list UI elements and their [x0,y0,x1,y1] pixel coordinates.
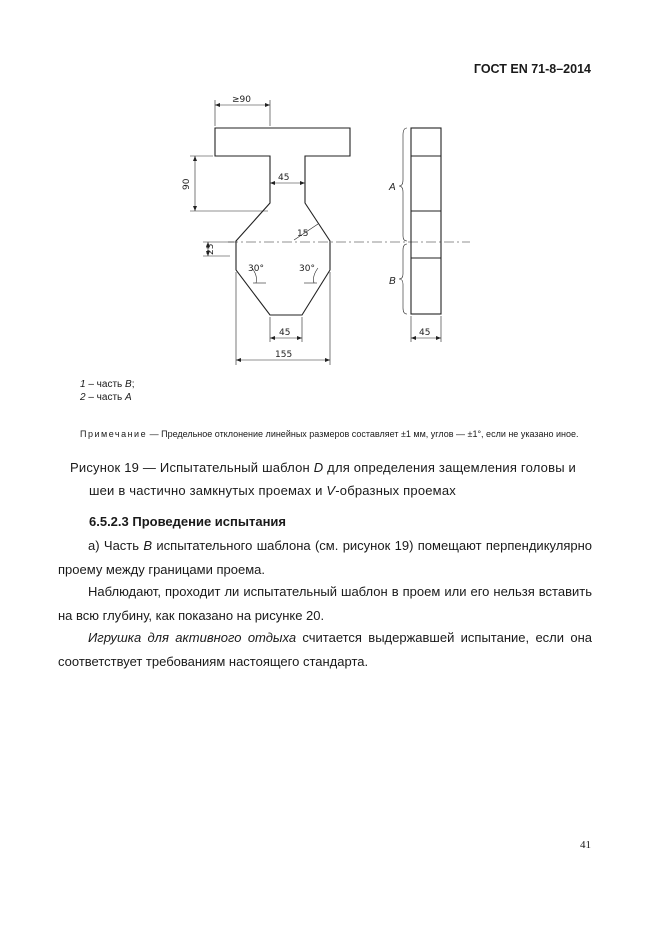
legend-item-1: 1 – часть B; [80,379,135,390]
dim-angle-left: 30° [248,264,264,274]
paragraph-3: Игрушка для активного отдыха считается выдержавшей испытание, если она соответствует требованиям настоящего стандарта. [58,630,592,669]
section-heading: 6.5.2.3 Проведение испытания [89,514,287,529]
dim-offset: 25 [206,243,216,255]
paragraph-1: а) Часть B испытательного шаблона (см. рисунок 19) помещают перпендикулярно проему между границами проема. [58,538,593,577]
document-header: ГОСТ EN 71-8–2014 [473,62,591,76]
dim-bottom-width: 45 [279,328,291,338]
part-label-b: B [389,276,396,287]
page-number: 41 [580,839,591,851]
figure-caption-line-1: Рисунок 19 — Испытательный шаблон D для определения защемления головы и [70,460,577,475]
dim-neck-width: 45 [278,173,290,183]
figure-note: Примечание — Предельное отклонение линейных размеров составляет ±1 мм, углов — ±1°, если не указано иное. [80,429,579,439]
legend-item-2: 2 – часть A [80,392,132,403]
dim-total-width: 155 [275,350,293,360]
paragraph-2: Наблюдают, проходит ли испытательный шаблон в проем или его нельзя вставить на всю глубину, как показано на рисунке 20. [58,584,592,623]
dim-height: 90 [182,178,192,190]
dim-angle-right: 30° [299,264,315,274]
part-label-a: A [389,182,396,193]
figure-caption-line-2: шеи в частично замкнутых проемах и V-образных проемах [89,483,456,498]
dim-chamfer: 15 [297,229,309,239]
test-template-drawing [0,0,661,380]
dim-side-width: 45 [419,328,431,338]
dim-top-width: ≥90 [232,95,251,105]
